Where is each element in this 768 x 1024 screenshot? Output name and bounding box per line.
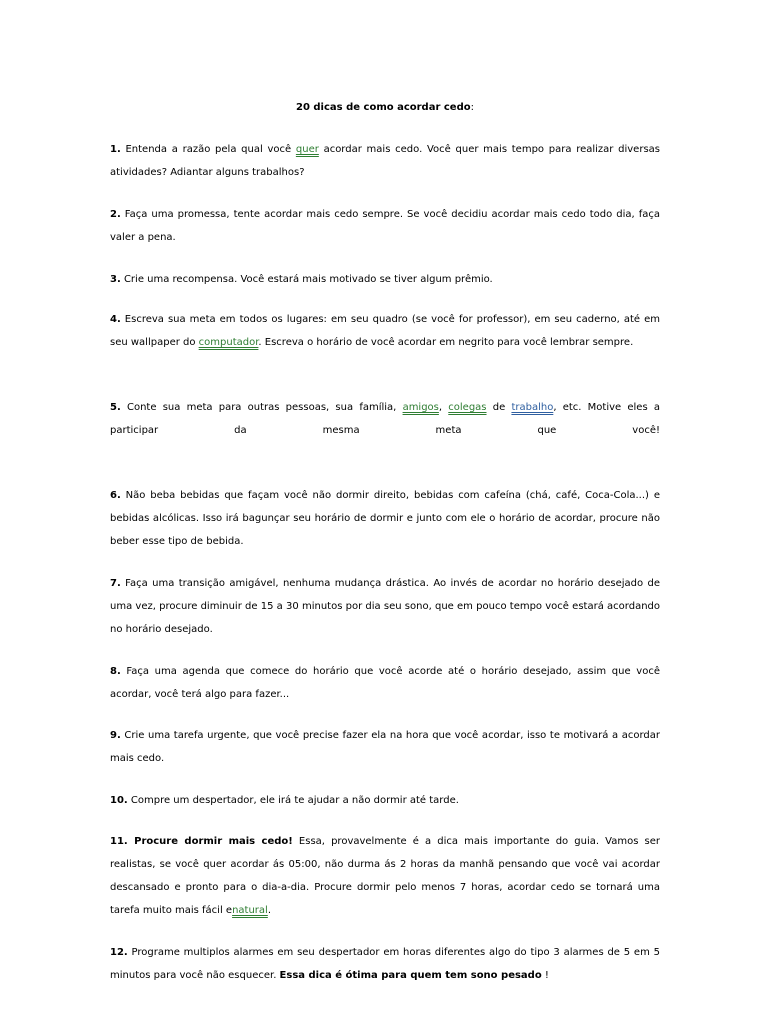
tip-number: 4. <box>110 314 121 325</box>
tip-number: 6. <box>110 490 121 501</box>
tip-number: 12. <box>110 947 128 958</box>
tip-bold-tail: Essa dica é ótima para quem tem sono pesado <box>279 970 542 981</box>
tip-12 <box>110 941 660 987</box>
tip-text: , <box>438 402 449 413</box>
tip-text: Escreva sua meta em todos os lugares: em seu quadro (se você for professor), em seu caderno, até em seu wallpaper do <box>110 314 660 348</box>
tip-1 <box>110 138 660 184</box>
link-quer[interactable]: quer <box>295 144 319 155</box>
tip-bold-lead: Procure dormir mais cedo! <box>127 836 293 847</box>
tip-number: 10. <box>110 795 128 806</box>
tip-text: Crie uma recompensa. Você estará mais motivado se tiver algum prêmio. <box>120 274 493 285</box>
tip-text: Conte sua meta para outras pessoas, sua família, <box>120 402 403 413</box>
tip-text: . Escreva o horário de você acordar em negrito para você lembrar sempre. <box>258 337 634 348</box>
link-trabalho[interactable]: trabalho <box>511 402 554 413</box>
tip-2 <box>110 203 660 249</box>
tip-number: 3. <box>110 274 121 285</box>
document-page <box>110 0 660 1024</box>
tip-text: Programe multiplos alarmes em seu despertador em horas diferentes algo do tipo 3 alarmes de 5 em 5 minutos para você não esquecer. <box>110 947 660 981</box>
tip-text: Entenda a razão pela qual você <box>120 144 296 155</box>
title-colon: : <box>470 102 474 113</box>
tip-6 <box>110 484 660 553</box>
tip-number: 7. <box>110 578 121 589</box>
tip-8 <box>110 660 660 706</box>
tip-text: Compre um despertador, ele irá te ajudar a não dormir até tarde. <box>127 795 459 806</box>
tip-text: Crie uma tarefa urgente, que você precise fazer ela na hora que você acordar, isso te motivará a acordar mais cedo. <box>110 730 660 764</box>
tip-text: Faça uma agenda que comece do horário que você acorde até o horário desejado, assim que você acordar, você terá algo para fazer... <box>110 666 660 700</box>
tip-number: 8. <box>110 666 121 677</box>
tip-number: 11. <box>110 836 128 847</box>
document-title <box>110 101 660 115</box>
link-computador[interactable]: computador <box>198 337 259 348</box>
tip-text: , etc. Motive eles a participar da mesma meta que você! <box>110 402 661 436</box>
tip-9 <box>110 724 660 770</box>
tip-text: de <box>486 402 512 413</box>
tip-number: 2. <box>110 209 121 220</box>
tip-text: Faça uma promessa, tente acordar mais cedo sempre. Se você decidiu acordar mais cedo todo dia, faça valer a pena. <box>110 209 660 243</box>
tip-text: Essa, provavelmente é a dica mais importante do guia. Vamos ser realistas, se você quer acordar ás 05:00, não durma ás 2 horas da manhã pensando que você vai acordar descansado e pronto para o dia-a-dia. Procure dormir pelo menos 7 horas, acordar cedo se tornará uma tarefa muito mais fácil e <box>110 836 660 916</box>
tip-text: Não beba bebidas que façam você não dormir direito, bebidas com cafeína (chá, café, Coca-Cola...) e bebidas alcólicas. Isso irá bagunçar seu horário de dormir e junto com ele o horário de acordar, procure não beber esse tipo de bebida. <box>110 490 660 547</box>
tip-number: 9. <box>110 730 121 741</box>
tip-number: 1. <box>110 144 121 155</box>
tip-10 <box>110 789 660 812</box>
tip-text: acordar mais cedo. Você quer mais tempo para realizar diversas atividades? Adiantar alguns trabalhos? <box>110 144 660 178</box>
tip-11 <box>110 830 660 922</box>
tip-5 <box>110 396 660 442</box>
link-amigos[interactable]: amigos <box>402 402 439 413</box>
link-natural[interactable]: natural <box>232 905 268 916</box>
tip-7 <box>110 572 660 641</box>
tip-text: . <box>267 905 272 916</box>
tip-4 <box>110 308 660 354</box>
tip-text: ! <box>541 970 549 981</box>
tip-number: 5. <box>110 402 121 413</box>
tip-3 <box>110 268 660 291</box>
link-colegas[interactable]: colegas <box>448 402 487 413</box>
title-text: 20 dicas de como acordar cedo <box>296 102 471 113</box>
tip-text: Faça uma transição amigável, nenhuma mudança drástica. Ao invés de acordar no horário desejado de uma vez, procure diminuir de 15 a 30 minutos por dia seu sono, que em pouco tempo você estará acordando no horário desejado. <box>110 578 660 635</box>
